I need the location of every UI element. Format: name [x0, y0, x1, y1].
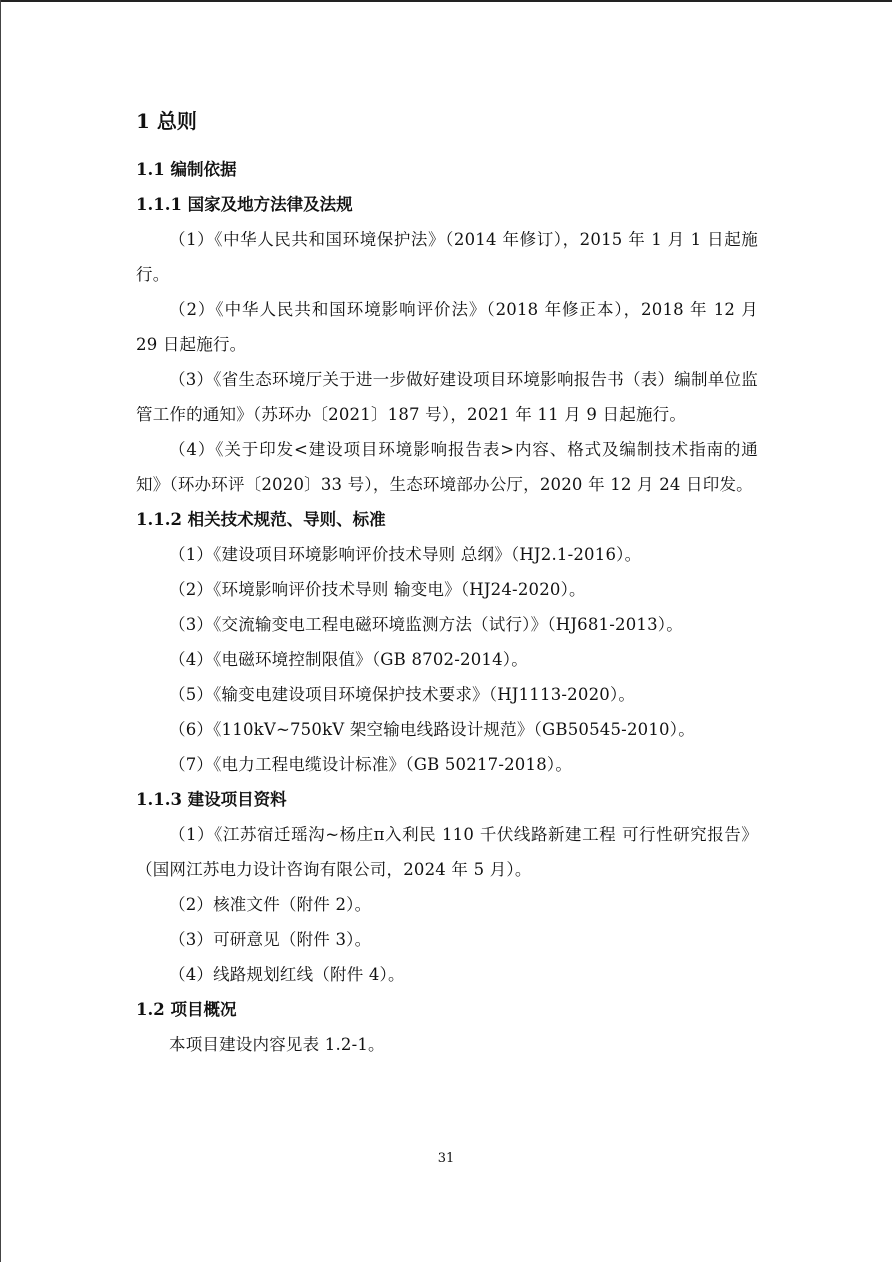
subsection-title-1-1-2: 1.1.2 相关技术规范、导则、标准 [136, 510, 386, 529]
list-item: （3）《交流输变电工程电磁环境监测方法（试行）》（HJ681-2013）。 [169, 615, 683, 634]
document-body [136, 104, 758, 1062]
page-number: 31 [437, 1151, 455, 1166]
list-item: （3）《省生态环境厅关于进一步做好建设项目环境影响报告书（表）编制单位监管工作的通知》（苏环办〔2021〕187 号），2021 年 11 月 9 日起施行。 [136, 370, 758, 424]
page-left-border [0, 0, 1, 1262]
list-item: （4）《电磁环境控制限值》（GB 8702-2014）。 [169, 650, 528, 669]
list-item: （4）线路规划红线（附件 4）。 [169, 965, 405, 984]
list-item: （4）《关于印发<建设项目环境影响报告表>内容、格式及编制技术指南的通知》（环办环评〔2020〕33 号），生态环境部办公厅，2020 年 12 月 24 日印发。 [136, 440, 758, 494]
list-item: （2）《中华人民共和国环境影响评价法》（2018 年修正本），2018 年 12 月 29 日起施行。 [136, 300, 758, 354]
section-title-1-2: 1.2 项目概况 [136, 1000, 237, 1019]
subsection-title-1-1-1: 1.1.1 国家及地方法律及法规 [136, 195, 353, 214]
section-body: 本项目建设内容见表 1.2-1。 [169, 1035, 385, 1054]
list-item: （6）《110kV~750kV 架空输电线路设计规范》（GB50545-2010）。 [169, 720, 695, 739]
section-title-1-1: 1.1 编制依据 [136, 160, 237, 179]
list-item: （1）《建设项目环境影响评价技术导则 总纲》（HJ2.1-2016）。 [169, 545, 642, 564]
list-item: （2）核准文件（附件 2）。 [169, 895, 372, 914]
list-item: （5）《输变电建设项目环境保护技术要求》（HJ1113-2020）。 [169, 685, 636, 704]
list-item: （7）《电力工程电缆设计标准》（GB 50217-2018）。 [169, 755, 573, 774]
list-item: （3）可研意见（附件 3）。 [169, 930, 372, 949]
page-top-border [0, 0, 892, 2]
list-item: （2）《环境影响评价技术导则 输变电》（HJ24-2020）。 [169, 580, 586, 599]
list-item: （1）《江苏宿迁瑶沟~杨庄π入利民 110 千伏线路新建工程 可行性研究报告》（国网江苏电力设计咨询有限公司，2024 年 5 月）。 [136, 825, 758, 879]
chapter-title: 1 总则 [136, 109, 197, 133]
list-item: （1）《中华人民共和国环境保护法》（2014 年修订），2015 年 1 月 1 日起施行。 [136, 230, 758, 284]
subsection-title-1-1-3: 1.1.3 建设项目资料 [136, 790, 287, 809]
